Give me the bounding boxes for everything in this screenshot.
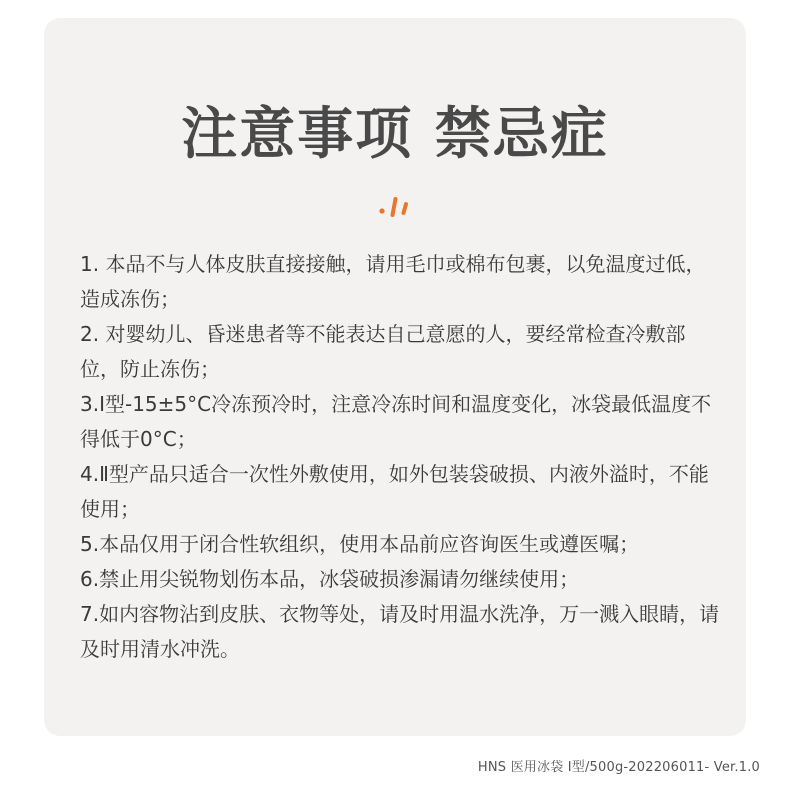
orange-slash-marks-icon <box>378 196 412 218</box>
product-version-footer: HNS 医用冰袋 I型/500g-202206011- Ver.1.0 <box>477 760 760 775</box>
list-item: 1. 本品不与人体皮肤直接接触，请用毛巾或棉布包裹，以免温度过低，造成冻伤； <box>80 252 706 311</box>
list-item: 6.禁止用尖锐物划伤本品，冰袋破损渗漏请勿继续使用； <box>80 567 580 591</box>
list-item: 7.如内容物沾到皮肤、衣物等处，请及时用温水洗净，万一溅入眼睛，请及时用清水冲洗。 <box>80 602 720 661</box>
list-item: 3.Ⅰ型-15±5°C冷冻预冷时，注意冷冻时间和温度变化，冰袋最低温度不得低于0°C； <box>80 392 712 451</box>
list-item: 5.本品仅用于闭合性软组织，使用本品前应咨询医生或遵医嘱； <box>80 532 640 556</box>
precautions-card <box>44 18 746 736</box>
list-item: 4.Ⅱ型产品只适合一次性外敷使用，如外包装袋破损、内液外溢时，不能使用； <box>80 462 709 521</box>
list-item: 2. 对婴幼儿、昏迷患者等不能表达自己意愿的人，要经常检查冷敷部位，防止冻伤； <box>80 322 686 381</box>
page-title: 注意事项 禁忌症 <box>181 102 609 167</box>
precautions-list <box>80 247 720 667</box>
